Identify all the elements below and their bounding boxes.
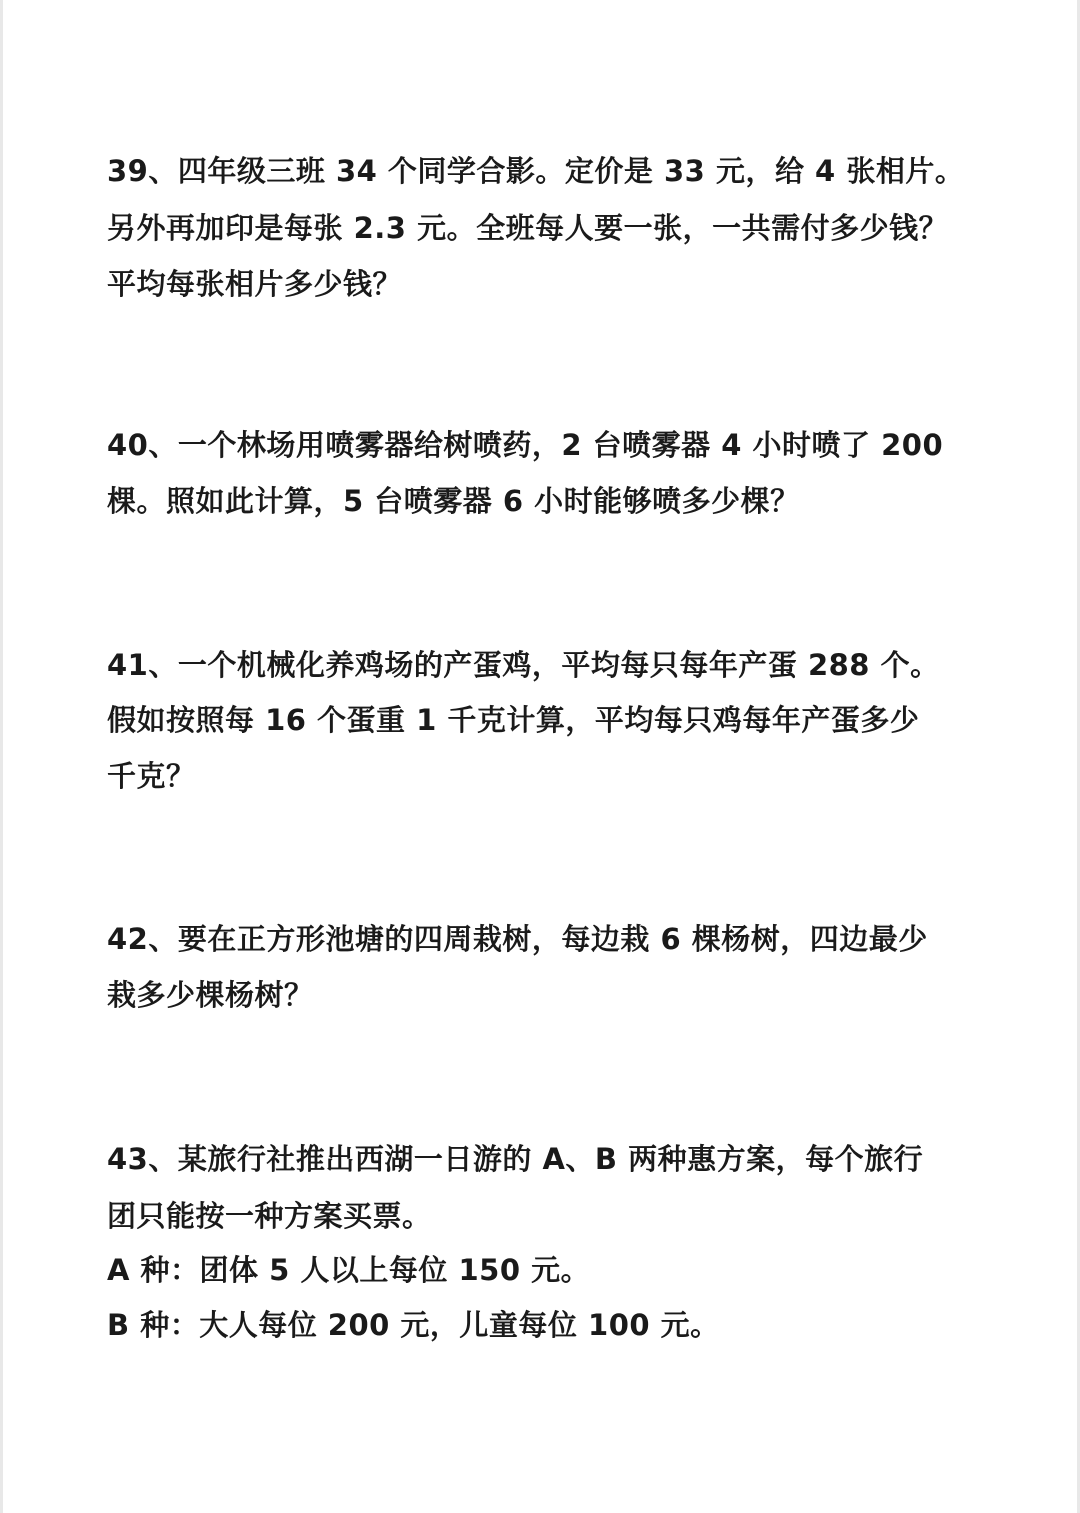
question-43-line-2: 团只能按一种方案买票。 bbox=[107, 1199, 432, 1233]
question-39-line-1: 39、四年级三班 34 个同学合影。定价是 33 元，给 4 张相片。 bbox=[107, 154, 965, 188]
question-39-line-3: 平均每张相片多少钱？ bbox=[107, 267, 403, 301]
question-42-line-1: 42、要在正方形池塘的四周栽树，每边栽 6 棵杨树，四边最少 bbox=[107, 922, 928, 956]
question-40-line-2: 棵。照如此计算，5 台喷雾器 6 小时能够喷多少棵？ bbox=[107, 484, 800, 518]
question-43-option-b: B 种：大人每位 200 元，儿童每位 100 元。 bbox=[107, 1308, 720, 1342]
question-40-line-1: 40、一个林场用喷雾器给树喷药，2 台喷雾器 4 小时喷了 200 bbox=[107, 428, 944, 462]
question-41-line-2: 假如按照每 16 个蛋重 1 千克计算，平均每只鸡每年产蛋多少 bbox=[107, 703, 920, 737]
question-43-option-a: A 种：团体 5 人以上每位 150 元。 bbox=[107, 1253, 591, 1287]
question-41-line-1: 41、一个机械化养鸡场的产蛋鸡，平均每只每年产蛋 288 个。 bbox=[107, 648, 940, 682]
question-39-line-2: 另外再加印是每张 2.3 元。全班每人要一张，一共需付多少钱？ bbox=[107, 211, 949, 245]
question-42-line-2: 栽多少棵杨树？ bbox=[107, 978, 314, 1012]
question-43-line-1: 43、某旅行社推出西湖一日游的 A、B 两种惠方案，每个旅行 bbox=[107, 1142, 924, 1176]
question-41-line-3: 千克？ bbox=[107, 759, 196, 793]
